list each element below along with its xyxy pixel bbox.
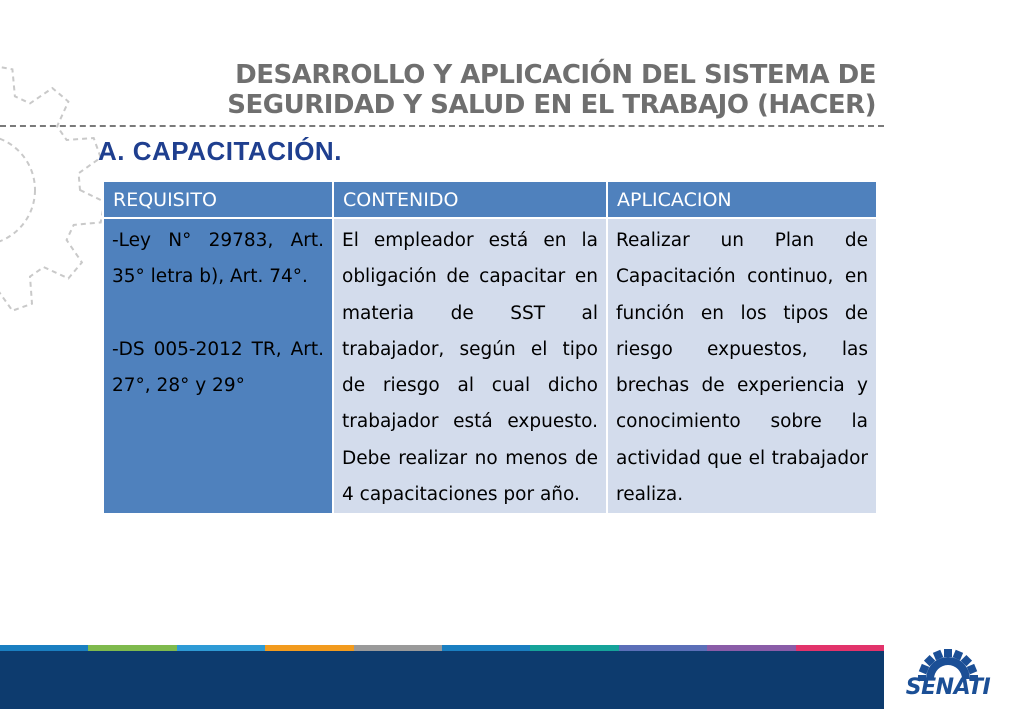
gear-hub	[0, 135, 35, 245]
senati-logo	[900, 647, 996, 707]
cell-aplicacion: Realizar un Plan de Capacitación continuo, en función en los tipos de riesgo expuestos, las brechas de experiencia y conocimiento sobre la actividad que el trabajador realiza.	[607, 218, 877, 514]
requisito-ley: -Ley N° 29783, Art. 35° letra b), Art. 74°.	[112, 230, 324, 288]
cell-contenido: El empleador está en la obligación de capacitar en materia de SST al trabajador, según el tipo de riesgo al cual dicho trabajador está expuesto. Debe realizar no menos de 4 capacitaciones por año.	[333, 218, 607, 514]
requirements-table	[102, 180, 878, 515]
section-heading: A. CAPACITACIÓN.	[98, 136, 342, 166]
table-header-row	[103, 181, 877, 218]
requisito-ds: -DS 005-2012 TR, Art. 27°, 28° y 29°	[112, 338, 324, 396]
cell-requisito	[103, 218, 333, 514]
header-requisito: REQUISITO	[103, 181, 333, 218]
logo-text: SENATI	[905, 675, 991, 700]
title-divider	[0, 125, 884, 127]
gear-background-icon	[0, 60, 110, 320]
header-contenido: CONTENIDO	[333, 181, 607, 218]
table-row	[103, 218, 877, 514]
slide-title-line1: DESARROLLO Y APLICACIÓN DEL SISTEMA DE	[235, 60, 876, 90]
gear-outline	[0, 66, 104, 315]
gear-tooth	[944, 649, 952, 657]
slide-title-line2: SEGURIDAD Y SALUD EN EL TRABAJO (HACER)	[227, 90, 876, 120]
header-aplicacion: APLICACION	[607, 181, 877, 218]
slide-title	[116, 60, 876, 120]
footer-band	[0, 651, 884, 709]
